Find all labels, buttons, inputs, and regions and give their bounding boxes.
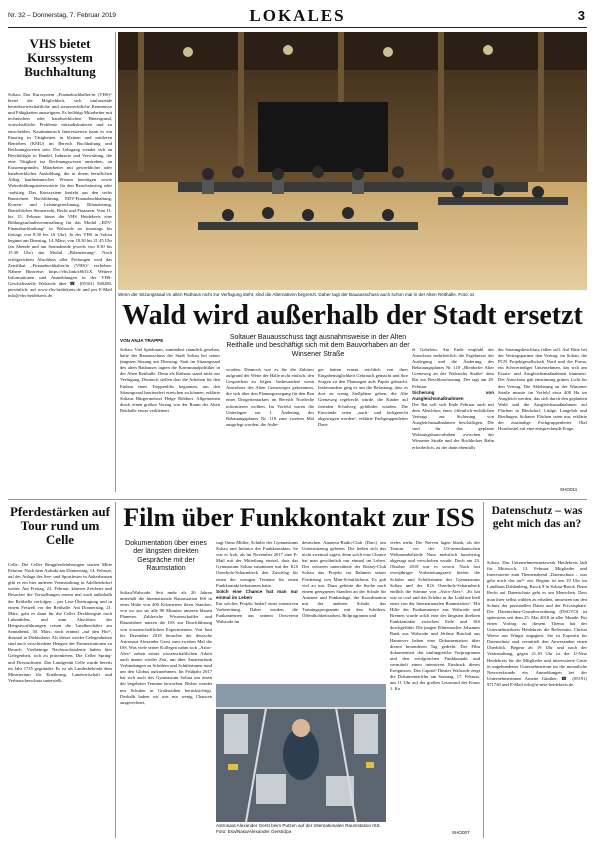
issue-date: Nr. 32 – Donnerstag, 7. Februar 2019 xyxy=(8,12,117,19)
datenschutz-text: Soltau. Das Unternehmensnetzwerk Heidekreis lädt für Mittwoch, 13. Februar, Mitglieder und Interessierte zum Themenabend „Datenschutz – was geht mich das an?“ ein. Beginn ist um 19 Uhr im Landhaus Dahlenberg, Brock 8 in Soltau-Brock. Beim Recht auf Datenschutz geht es um Menschen. Dass man ihrer selbst wählen zu erhalten, umsetzen um den Schutz der personellen Daten und der Privatsphäre. Die Datenschutz-Grundverordnung (DSGVO) ist spätestens seit dem 25. Mai 2018 in aller Munde. Für einen Vortrag zu diesem Thema hat der Unternehmerkreis Heidekreis die Referentin, Christa Weese aus Wingst engagiert. Sie ist Expertin für Datenschutz und vermittelt den Anwesenden einen Überblick. Beginn ab 19 Uhr und nach der Veranstaltung, gegen 21.30 Uhr ist der U-Netz Heidekreis für die Mitglieder und interessierte Gäste in ungebundenes Unternehmertum im die monatliche Netzwerkrunde ein. Anmeldungen bei der Unternehmerinnen Arnette Günther, ☎ (05191) 971740 und E-Mail info@u-netz-heidekreis.de. xyxy=(487,560,587,687)
iss-interior-illustration xyxy=(216,684,386,822)
author-byline: VON ANJA TRAPPE xyxy=(120,338,164,343)
photo-caption-text: Wenn der Sitzungssaal im alten Rathaus nicht zur Verfügung steht, sind die Alternativen begrenzt. Daher tagt der Bauausschuss auch schon mal in der Alten Reithalle. xyxy=(118,292,458,297)
meeting-hall-illustration xyxy=(118,32,587,290)
iss-caption-text: Astronaut Alexander Gerst beim Putzen auf der Internationalen Raumstation ISS. xyxy=(216,823,381,828)
iss-headline: Film über Funkkontakt zur ISS xyxy=(123,503,475,532)
vhs-article-body xyxy=(8,92,112,490)
iss-column-3 xyxy=(302,540,386,680)
wald-column-4 xyxy=(412,347,494,493)
page-number: 3 xyxy=(577,8,585,23)
wald-signoff: SHO011 xyxy=(560,487,578,492)
datenschutz-article-body xyxy=(487,560,587,836)
wald-col4-text: el Gebelein. Am Ende empfahl der Ausschuss mehrheitlich die Ergebnisse der Auslegung und die Änderung des Bebauungsplanes Nr. 118 „Bleidorfer Alter Grenzweg an der Walsroder Straße“ dem Rat zur Beschlussfassung. Der tagt am 28. Februar. xyxy=(412,347,494,389)
iss-signoff: SHO007 xyxy=(452,830,470,835)
wald-column-1 xyxy=(120,347,220,493)
iss-photo-caption xyxy=(216,823,386,835)
iss-col3-text: deutschen Amateur-Radio-Club (Darc) um Unterstützung gebeten. Die ließen sich das nicht zweimal sagen, denn solch eine Chance hat man gewöhnlich nur einmal im Leben. Des weiteren unterstützte der Rotary-Club Soltau das Projekt im Rahmen seiner Förderung von Mint-Schulfächern. Es gab viel zu tun. Dazu gehörte die Suche nach einem geeigneten Standort an der Schule für Antenne und Funkanlage, die Koordination mit der anderen Schule, das Trainingsprogramm mit den Schülern, Öffentlichkeitsarbeit, Bolprogramm und xyxy=(302,540,386,619)
header-rule xyxy=(8,27,587,28)
iss-photo xyxy=(216,684,386,822)
meeting-photo xyxy=(118,32,587,290)
iss-col4-text: vieles mehr. Die Nerven lagen blank, als der Termin vor der US-amerikanischen Weltraumbehörde Nasa mehrfach kurzfristig abgesagt und verschoben wurde. Doch am 23. Oktober 2018 war es soweit. Nach fast zweijähriger Vorbereitungszeit hörten die Schüler und Schülerinnen des Gymnasiums Soltau und der IGS Osterholz-Scharmbeck endlich die Stimme von „Astro-Alex“. „Es hat war so cool und das Erlebte in die Linkliste hieß einer von der Internationalen Raumstation“. Mit Hilfe der Funkamateure aus Walsrode und Bremen wurde solch eine der längsten direkten Funkkontakte zwischen Erde und ISS durchgeführt. Die jungen Filmemacher Johannes Rank aus Walsrode und Jérôme Burchid aus Hannover haben eine Dokumentation über diesen besonderen Tag gedreht. Der Film dokumentiert das umfangreiche Vorprogramm und den erfolgreichen Funkkontakt und vermittelt einen intensiven Eindruck dieses Ereignisses. Das Capitol-Theater Walsrode zeigt die Dokumentarfilm am Sonntag, 17. Februar, um 11 Uhr auf der großen Leinwand des Kinos 1. Ko xyxy=(390,540,480,692)
wald-col2-text: worden. Dennoch war es für die Zuhörer aufgrund der Weite der Halle nicht einfach, den Gesprächen zu folgen. Insbesondere wenn Anwohner des Alten Grenzweges gekommen, die sich über den Planungsvorgang für den Bau eines Drogeriemarktes im Bereich Nordeche informieren wollten. Im Vorfeld waren die Unterlagen zur 1. Änderung des Bebauungsplanes Nr. 118 zum zweiten Mal ausgelegt worden, die Anlie- xyxy=(226,367,314,427)
pferde-headline: Pferdestärken auf Tour rund um Celle xyxy=(9,504,110,547)
wald-column-3 xyxy=(318,367,408,493)
column-divider xyxy=(115,502,116,838)
wald-col5-text: der Satzungsbeschluss fallen soll. Auf Bitte bei der Vertragspartner den Vertrag: im Soltau, die PGN Projektgesellschaft Nord und die Firma, ein Schwerindiger Unternehmen, das sich um Ersatz- und Ausgleichsmaßnahmen kümmert. Der Ausschuss gab einstimmig grünes Licht für den Vertrag. Die Ablehnung an der Winsener Straße musste im Vorfeld etwa 400 Ha im Ausgleich werden, das sich durch den geplanten Wald und die Ausgleichsmaßnahmen auf Flächen in Bleckdorf, Lüdge, Langeloh und Riedingen, Soltauer Flächen seien nur, erklärte der zuständige Fachgruppenleiter Olaf Hornbostel auf eine entsprechende Frage. xyxy=(498,347,587,432)
wald-column-2 xyxy=(226,367,314,493)
column-divider xyxy=(483,502,484,838)
photo-caption xyxy=(118,292,587,297)
wald-col3-text: ger hatten erneut reichlich von ihrer Eingabemöglichkeit Gebrauch gemacht und ihre Sorgen zu den Planungen aufs Papier gebracht. Insbesondere ging es um die Belastung, dass es dort zu wenig Stellplätze geben, die Alte Grenzweg regelrecht würde, die Kinder auf fremden Schulweg gefährdet würden. Die Einwände seien „nach- und fachgerecht abgewogen worden“, erklärte Fachgruppenleiter Dani- xyxy=(318,367,408,427)
pferde-article-body xyxy=(8,562,112,836)
iss-column-1 xyxy=(120,590,212,836)
wald-column-5 xyxy=(498,347,587,487)
wald-subheadline: Soltauer Bauausschuss tagt ausnahmsweise in der Alten Reithalle und beschäftigt sich mit dem Bauvorhaben an der Winsener Straße xyxy=(226,334,410,358)
section-title: LOKALES xyxy=(249,6,346,25)
iss-col1-text: Soltau/Walsrode. Seit mehr als 20 Jahren unterhält die Internationale Raumstation ISS in einer Höhe von 400 Kilometern ihren Standort, von wo aus sie alle 90 Minuten unseren blauen Planeten. Zahlreiche Wissenschaftler und Raumfahrer nutzen die ISS zur Durchführung von wissenschaftlichen Experimenten. Von Juni bis Dezember 2018 besuchte der deutsche Astronaut Alexander Gerst zum zweiten Mal die ISS. Was viele seiner Kollegen nahm sich „Astro-Alex“ neben seiner wissenschaftlichen Arbeit auch immer wieder Zeit, um über Amateurfunk Verbindungen zu Schülern und Schülerinnen rund um den Globus aufzunehmen. Im Frühjahr 2017 hat sich auch das Gymnasium Soltau um einen der begehrten Termine beworben. Bisher wendet nur Schulen in Großstädten berücksichtigt. Deshalb haben wir uns nur wenig Chancen ausgerechnet, xyxy=(120,590,212,705)
wald-col1-text: Soltau. Viel Spielraum, zumindest räumlich gesehen, hatte der Bauausschuss der Stadt Soltau bei seiner jüngsten Sitzung am Dienstag. Statt im Sitzungssaal des alten Rathauses tagten die Kommunalpolitiker in der Alten Reithalle. Denn als Rathaus stand nicht zur Verfügung. Dennoch stellen dort die Arbeiten für den Einbau eines Treppenlifts begonnen, um den Sitzungssaal barrierefrei erreichen zu können, erklärte Soltaus Bürgermeister Helge Röbbert. Allgemeinen durch einen großen Verzug war der Raum der Alten Reithalle etwas verkleinert xyxy=(120,347,220,413)
vhs-headline: VHS bietet Kurssystem Buchhaltung xyxy=(24,36,96,79)
wald-headline: Wald wird außerhalb der Stadt ersetzt xyxy=(122,300,583,331)
iss-photo-credit: Foto: Esa/Nasa/Alexander Gerst/dpa xyxy=(216,829,292,834)
pferde-text: Celle. Die Celler Ringpferdefahrungen starten Mitte Februar. Nach dem Auftakt am Donnerstag, 14. Februar, auf der Anlage des See- und Sportfestes in Ankerhausen gibt es ein hier anderen Veranstaltung in Adelheidsdorf weiter. Am Freitag, 22. Februar, können Zeichner und Besucher die Vorstellungen erneut mal auch außerhalb der Reithalle verfolgen – per Live-Übertragung und in einem Festzelt vor der Reithalle. Am Donnerstag, 21. März, geht es dann für die Celler Deckhengste nach Luhmühlen, und zum Abschluss der Hengstvorführungen reisen die Landbeschäler am Sonnabend, 30. März, noch einmal „auf den Hof“, diesmal in Diekholzen. Als dieses wieder Gelegenheiten sind auch verschiedene Hengste der Partnerstationen zu Besuch. Vierbeinige Nachwuchstalente haben hier Gelegenheit, sich zu präsentieren. Die Celler Spring- und Dressurlinien. Das Landgestüt Celle wurde bereits im Jahr 1735 gegründet. Es ist als Landesbehörde dem Ministerium für Ernährung, Landwirtschaft und Verbraucherschutz unterstellt. xyxy=(8,562,112,683)
vhs-text: Soltau. Das Kurssystem „Finanzbuchhalter/in (VHS)“ bietet die Möglichkeit, sich umfassende betriebswirtschaftliche und steuerrechtliche Kenntnisse und Fähigkeiten anzueignen. Es befähigt Mitarbeiter mit technischen oder handwerklichen Hintergrund, wirtschaftliche Probleme mitzudiskutieren und zu entscheiden. Kaufmännisch Interessierten kann es ein Einstieg in Tätigkeiten in kleinen und mittleren Betrieben (KMU) im Bereich Buchhaltung und Rechnungswesen sein. Der Lehrgang wendet sich an Beschäftigte in Handel, Industrie und Verwaltung, die eine Tätigkeit im Rechnungswesen anstreben, an Existenzgründer, Mitarbeiter mit gewerblicher oder handwerklicher Ausbildung, die in ihrem beruflichen Alltag kaufmännisches Wissen benötigen sowie Weiterbildungsinteressierte für den Berufseinstieg oder -aufstieg. Das Kurssystem besteht aus den sechs Bausteinen Buchführung, EDV-Finanzbuchhaltung, Kosten- und Leistungsrechnung, Bilanzierung, Betriebliches Steuerrecht, Recht und Finanzen. Vom 11. bis 15. Februar bietet die VHS Heidekreis eine Bildungsurlaubsveranstaltung für das Modul „EDV-Finanzbuchhaltung“ in Walsrode an (montags bis freitags von 8.30 bis 16 Uhr). In der VHS in Soltau beginnt am Dienstag, 14. März, von 18.30 bis 21.45 Uhr (an Abende und am Sonnabende jeweils von 8.30 bis 15.30 Uhr) das Modul „Bilanzierung“. Nach erfolgreichem Abschluss aller Prüfungen wird das Zertifikat „Finanzbuchhalter/in (VHS)“ verliehen. Nähere Hinweise: https://vhs.link/zSbTcX. Weitere Informationen und Anmeldungen in der VHS-Geschäftsstelle Walsrode über ☎ (05161) 948280, persönlich, auf www.vhs-heidekreis.de und per E-Mail info@vhs-heidekreis.de. xyxy=(8,92,112,299)
iss-subheadline: Dokumentation über eines der längsten direkten Gespräche mit der Raumstation xyxy=(125,540,207,573)
section-divider xyxy=(8,499,587,500)
iss-col2-body: Ein solches Projekt bedarf einer intensiven Vorbereitung. Daher wurden die Funkantennen aus seinem Ortsverein Walsrode im xyxy=(216,600,298,625)
wald-col4-body: Der Rat soll sich Ende Februar auch mit dem Abschluss eines öffentlich-rechtlichen Vertrags zur Sicherung von Ausgleichsmaßnahmen beschäftigen. Die sind für das geplante Wohnungsbauvorhaben zwischen der Winsener Straße und der Buchholzer Bahn erforderlich, zu der dann ebenfalls xyxy=(412,401,494,450)
iss-col2-text: sagt Onno Müller, Schüler des Gymnasiums Soltau und Initiator des Funkkontaktes. So war er froh, als im November 2017 eine E-Mail mit der Mitteilung eintraf, dass das Gymnasium Soltau zusammen mit der IGS Osterholz-Scharmbeck den Zuschlag für einen der wenigen Termine für einen Funkkontakt bekommen hatte. xyxy=(216,540,298,588)
column-divider xyxy=(115,32,116,492)
iss-column-2 xyxy=(216,540,298,680)
iss-column-4 xyxy=(390,540,480,830)
wald-col4-subheading: Sicherung von Ausgleichsmaßnahmen xyxy=(412,389,494,401)
iss-col2-subheading: Solch eine Chance hat man nur einmal im Leben xyxy=(216,588,298,600)
photo-credit: Foto: at xyxy=(458,292,474,297)
datenschutz-headline: Datenschutz – was geht mich das an? xyxy=(491,505,583,530)
